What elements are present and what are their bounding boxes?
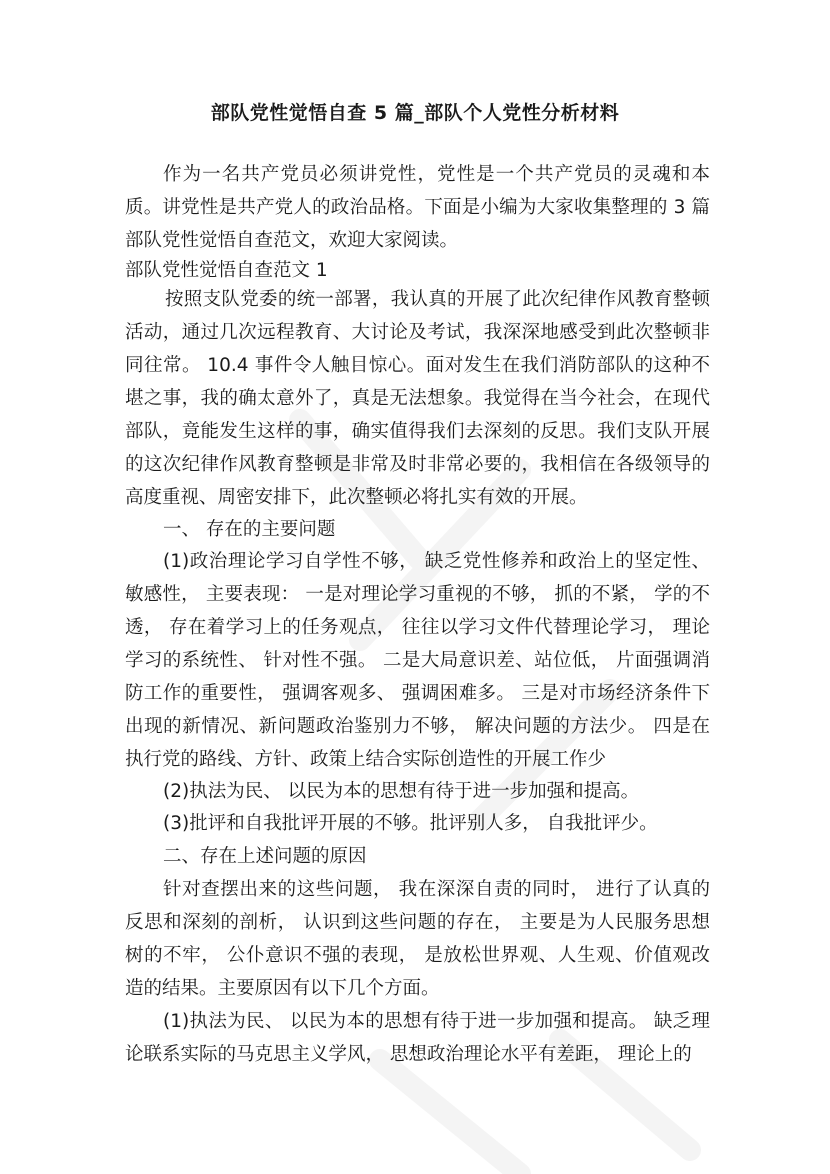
section-heading: 部队党性觉悟自查范文 1 bbox=[125, 260, 328, 281]
problem-1: (1)政治理论学习自学性不够， 缺乏党性修养和政治上的坚定性、敏感性， 主要表现： 一是对理论学习重视的不够， 抓的不紧， 学的不透， 存在着学习上的任务观点， 往往以学习文件代替理论学习， 理论学习的系统性、 针对性不强。 二是大局意识差、站位低， 片面强调消防工作的重要性， 强调客观多、 强调困难多。 三是对市场经济条件下出现的新情况、新问题政治鉴别力不够， 解决问题的方法少。 四是在执行党的路线、方针、政策上结合实际创造性的开展工作少 bbox=[125, 551, 710, 770]
page-title: 部队党性觉悟自查 5 篇_部队个人党性分析材料 bbox=[210, 102, 620, 124]
heading-problems: 一、 存在的主要问题 bbox=[163, 519, 336, 540]
heading-causes: 二、存在上述问题的原因 bbox=[163, 846, 367, 867]
document-body bbox=[125, 158, 710, 1071]
paragraph-3: (1)执法为民、 以民为本的思想有待于进一步加强和提高。 缺乏理论联系实际的马克思主义学风， 思想政治理论水平有差距， 理论上的 bbox=[125, 1011, 710, 1065]
intro-paragraph: 作为一名共产党员必须讲党性，党性是一个共产党员的灵魂和本质。讲党性是共产党人的政治品格。下面是小编为大家收集整理的 3 篇部队党性觉悟自查范文，欢迎大家阅读。 bbox=[125, 164, 710, 251]
problem-2: (2)执法为民、 以民为本的思想有待于进一步加强和提高。 bbox=[163, 781, 640, 802]
paragraph-2: 针对查摆出来的这些问题， 我在深深自责的同时， 进行了认真的反思和深刻的剖析， 认识到这些问题的存在， 主要是为人民服务思想树的不牢， 公仆意识不强的表现， 是放松世界观、人生观、价值观改造的结果。主要原因有以下几个方面。 bbox=[125, 879, 710, 999]
problem-3: (3)批评和自我批评开展的不够。批评别人多， 自我批评少。 bbox=[163, 813, 658, 834]
paragraph-1: 按照支队党委的统一部署，我认真的开展了此次纪律作风教育整顿活动，通过几次远程教育、大讨论及考试，我深深地感受到此次整顿非同往常。 10.4 事件令人触目惊心。面对发生在我们消防部队的这种不堪之事，我的确太意外了，真是无法想象。我觉得在当今社会，在现代部队，竟能发生这样的事，确实值得我们去深刻的反思。我们支队开展的这次纪律作风教育整顿是非常及时非常必要的，我相信在各级领导的高度重视、周密安排下，此次整顿必将扎实有效的开展。 bbox=[125, 289, 710, 508]
